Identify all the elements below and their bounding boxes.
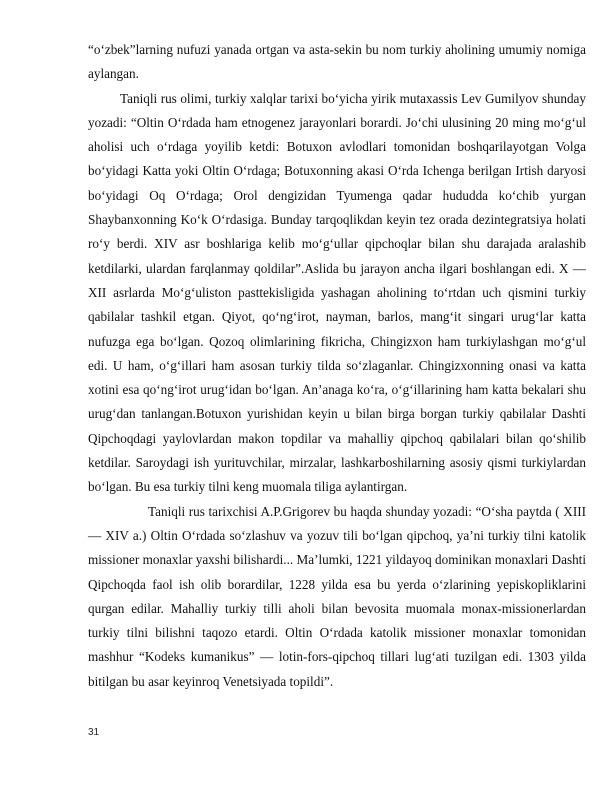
page-number: 31 xyxy=(88,727,100,738)
paragraph-grigorev-quote: Taniqli rus tarixchisi A.P.Grigorev bu haqda shunday yozadi: “O‘sha paytda ( XIII — XIV a.) Oltin O‘rdada so‘zlashuv va yozuv tili bo‘lgan qipchoq, ya’ni turkiy tilni katolik missioner monaxlar yaxshi bilishardi... Ma’lumki, 1221 yildayoq dominikan monaxlari Dashti Qipchoqda faol ish olib borardilar, 1228 yilda esa bu yerda o‘zlarining yepiskopliklarini qurgan edilar. Mahalliy turkiy tilli aholi bilan bevosita muomala monax-missionerlardan turkiy tilni bilishni taqozo etardi. Oltin O‘rdada katolik missioner monaxlar tomonidan mashhur “Kodeks kumanikus” — lotin-fors-qipchoq tillari lug‘ati tuzilgan edi. 1303 yilda bitilgan bu asar keyinroq Venetsiyada topildi”. xyxy=(88,503,586,689)
paragraph-continuation: “o‘zbek”larning nufuzi yanada ortgan va asta-sekin bu nom turkiy aholining umumiy nomiga aylangan. xyxy=(88,42,586,82)
paragraph-gumilyov-quote: Taniqli rus olimi, turkiy xalqlar tarixi bo‘yicha yirik mutaxassis Lev Gumilyov shunday yozadi: “Oltin O‘rdada ham etnogenez jarayonlari borardi. Jo‘chi ulusining 20 ming mo‘g‘ul aholisi uch o‘rdaga yoyilib ketdi: Botuxon avlodlari tomonidan boshqarilayotgan Volga bo‘yidagi Katta yoki Oltin O‘rdaga; Botuxonning akasi O‘rda Ichenga berilgan Irtish daryosi bo‘yidagi Oq O‘rdaga; Orol dengizidan Tyumenga qadar hududda ko‘chib yurgan Shaybanxonning Ko‘k O‘rdasiga. Bunday tarqoqlikdan keyin tez orada dezintegratsiya holati ro‘y berdi. XIV asr boshlariga kelib mo‘g‘ullar qipchoqlar bilan shu darajada aralashib ketdilarki, ulardan farqlanmay qoldilar”.Aslida bu jarayon ancha ilgari boshlangan edi. X — XII asrlarda Mo‘g‘uliston pasttekisligida yashagan aholining to‘rtdan uch qismini turkiy qabilalar tashkil etgan. Qiyot, qo‘ng‘irot, nayman, barlos, mang‘it singari urug‘lar katta nufuzga ega bo‘lgan. Qozoq olimlarining fikricha, Chingizxon ham turkiylashgan mo‘g‘ul edi. U ham, o‘g‘illari ham asosan turkiy tilda so‘zlaganlar. Chingizxonning onasi va katta xotini esa qo‘ng‘irot urug‘idan bo‘lgan. An’anaga ko‘ra, o‘g‘illarining ham katta bekalari shu urug‘dan tanlangan.Botuxon yurishidan keyin u bilan birga borgan turkiy qabilalar Dashti Qipchoqdagi yaylovlardan makon topdilar va mahalliy qipchoq qabilalari bilan qo‘shilib ketdilar. Saroydagi ish yurituvchilar, mirzalar, lashkarboshilarning asosiy qismi turkiylardan bo‘lgan. Bu esa turkiy tilni keng muomala tiliga aylantirgan. xyxy=(88,90,586,495)
document-body xyxy=(88,38,586,694)
